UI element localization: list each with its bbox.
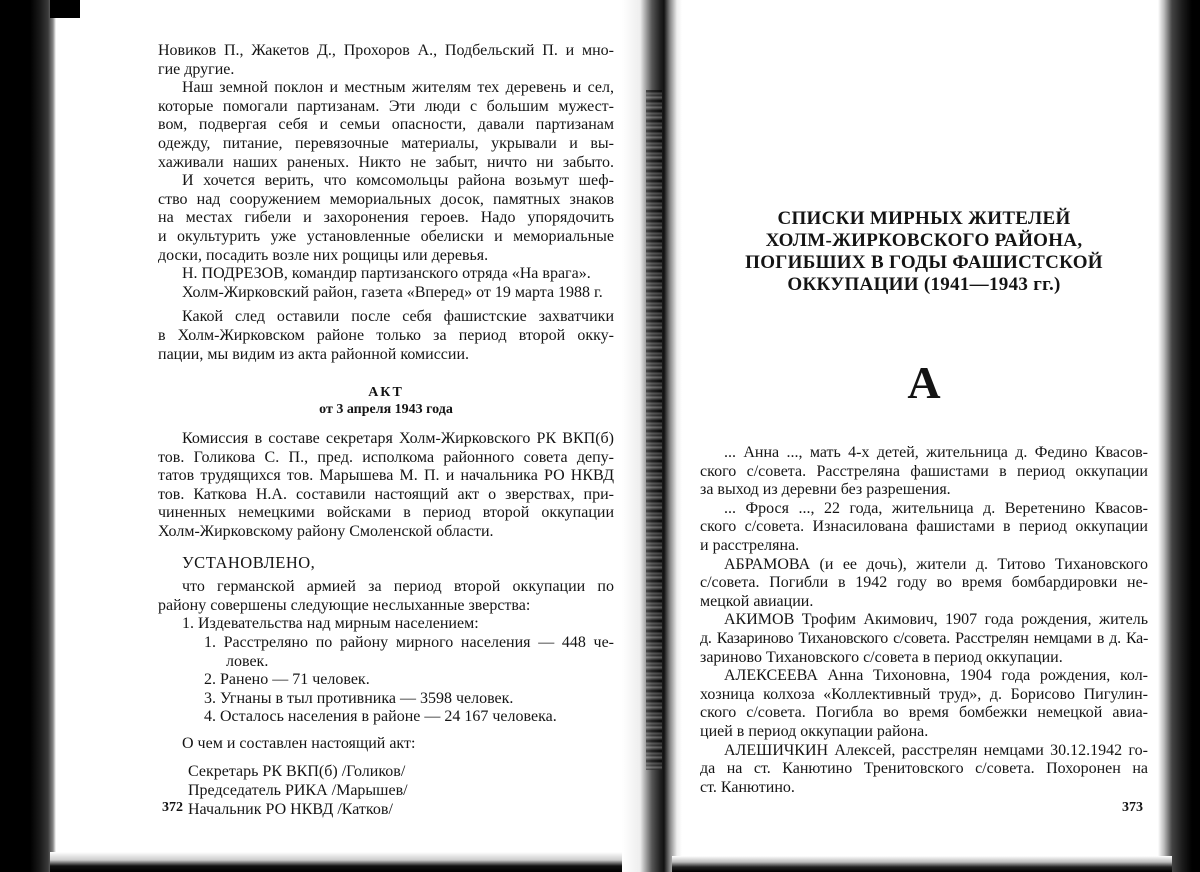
right-page — [700, 40, 1148, 797]
entry-line: д. Казариново Тихановского с/совета. Расстрелян немцами в д. Ка- — [700, 629, 1148, 647]
section-title: ПОГИБШИХ В ГОДЫ ФАШИСТСКОЙ — [745, 252, 1103, 273]
text-line: на местах гибели и захоронения героев. Надо упорядочить — [158, 209, 614, 227]
closing-line: О чем и составлен настоящий акт: — [182, 735, 416, 752]
text-line: И хочется верить, что комсомольцы района возьмут шеф- — [182, 172, 614, 190]
akt-heading: АКТ — [368, 385, 404, 401]
entry-line: мецкой авиации. — [700, 592, 814, 610]
text-line: Комиссия в составе секретаря Холм-Жирковского РК ВКП(б) — [182, 430, 614, 448]
text-line: Холм-Жирковскому району Смоленской области. — [158, 523, 494, 541]
entry-line: ... Анна ..., мать 4-х детей, жительница д. Федино Квасов- — [724, 444, 1148, 461]
entry-line: зариново Тихановского с/совета в период оккупации. — [700, 648, 1063, 666]
signature-line: Начальник РО НКВД /Катков/ — [188, 800, 393, 818]
entry-line: ст. Канютино. — [700, 778, 795, 796]
author-signature: Н. ПОДРЕЗОВ, командир партизанского отряда «На врага». — [182, 265, 591, 283]
entry-line: ского с/совета. Изнасилована фашистами в период оккупации — [700, 518, 1148, 536]
source-citation: Холм-Жирковский район, газета «Вперед» от 19 марта 1988 г. — [182, 283, 603, 301]
list-subitem: 2. Ранено — 71 человек. — [204, 671, 370, 689]
entry-line: ского с/совета. Расстреляна фашистами в период оккупации — [700, 462, 1148, 480]
text-line: хаживали наших раненых. Никто не забыт, ничто ни забыто. — [158, 153, 614, 171]
text-line: Какой след оставили после себя фашистские захватчики — [182, 308, 614, 326]
scan-edge-bottom-left — [50, 852, 660, 872]
entry-line: АЛЕКСЕЕВА Анна Тихоновна, 1904 года рождения, кол- — [724, 667, 1148, 685]
entry-line: да на ст. Канютино Тренитовского с/совета. Похоронен на — [700, 760, 1148, 778]
text-line: которые помогали партизанам. Эти люди с большим мужест- — [158, 97, 614, 115]
left-page — [158, 42, 614, 819]
section-title: ОККУПАЦИИ (1941—1943 гг.) — [787, 274, 1061, 295]
page-number-right: 373 — [1122, 800, 1143, 815]
entry-line: хозница колхоза «Коллективный труд», д. Борисово Пигулин- — [700, 685, 1148, 703]
text-line: что германской армией за период второй оккупации по — [182, 578, 614, 596]
entry-line: с/совета. Погибли в 1942 году во время бомбардировки не- — [700, 574, 1148, 592]
akt-date: от 3 апреля 1943 года — [319, 402, 453, 418]
alphabet-letter: А — [907, 357, 941, 408]
text-line: вом, подвергая себя и семьи опасности, давали партизанам — [158, 116, 614, 134]
text-line: тов. Каткова Н.А. составили настоящий акт о зверствах, при- — [158, 485, 614, 503]
text-line: доски, посадить возле них рощицы или деревья. — [158, 246, 489, 264]
text-line: тов. Голикова С. П., пред. исполкома районного совета депу- — [158, 448, 614, 466]
signature-line: Председатель РИКА /Марышев/ — [188, 781, 408, 799]
scan-edge-left-top — [50, 0, 80, 18]
text-line: Новиков П., Жакетов Д., Прохоров А., Подбельский П. и мно- — [158, 42, 614, 59]
text-line: Наш земной поклон и местным жителям тех деревень и сел, — [182, 79, 614, 97]
list-subitem: 4. Осталось населения в районе — 24 167 человека. — [204, 708, 557, 726]
text-line: в Холм-Жирковском районе только за период второй окку- — [158, 326, 614, 344]
text-line: гие другие. — [158, 60, 235, 78]
text-line: пации, мы видим из акта районной комиссии. — [158, 345, 470, 363]
entry-line: ... Фрося ..., 22 года, жительница д. Веретенино Квасов- — [724, 499, 1148, 517]
entry-line: АКИМОВ Трофим Акимович, 1907 года рождения, житель — [724, 611, 1148, 629]
text-line: и окультурить уже установленные обелиски и мемориальные — [158, 227, 614, 245]
entry-line: АЛЕШИЧКИН Алексей, расстрелян немцами 30.12.1942 го- — [724, 741, 1148, 759]
text-line: району совершены следующие неслыханные зверства: — [158, 596, 531, 614]
signature-line: Секретарь РК ВКП(б) /Голиков/ — [188, 762, 406, 780]
entry-line: ского с/совета. Погибла во время бомбежки немецкой авиа- — [700, 704, 1148, 722]
text-line: ство над сооружением мемориальных досок, памятных знаков — [158, 190, 614, 208]
list-item: 1. Издевательства над мирным населением: — [182, 615, 479, 633]
section-title: ХОЛМ-ЖИРКОВСКОГО РАЙОНА, — [765, 230, 1083, 251]
list-subitem-cont: ловек. — [226, 652, 269, 670]
text-line: одежду, питание, перевязочные материалы, укрывали и вы- — [158, 134, 614, 152]
text-line: татов трудящихся тов. Марышева М. П. и начальника РО НКВД — [158, 467, 614, 485]
scan-edge-bottom-right — [672, 856, 1172, 872]
entry-line: АБРАМОВА (и ее дочь), жители д. Титово Тихановского — [724, 555, 1148, 573]
entry-line: за выход из деревни без разрешения. — [700, 481, 951, 499]
text-line: чиненных немецкими войсками в период второй оккупации — [158, 504, 614, 522]
page-number-left: 372 — [162, 800, 183, 815]
ustanovleno-heading: УСТАНОВЛЕНО, — [182, 552, 316, 572]
list-subitem: 1. Расстреляно по району мирного населения — 448 че- — [204, 634, 614, 652]
list-subitem: 3. Угнаны в тыл противника — 3598 человек. — [204, 689, 514, 707]
section-title: СПИСКИ МИРНЫХ ЖИТЕЛЕЙ — [777, 208, 1071, 229]
scan-edge-right — [1158, 0, 1200, 872]
scan-edge-left — [0, 0, 56, 872]
entry-line: и расстреляна. — [700, 536, 800, 554]
entry-line: цией в период оккупации района. — [700, 722, 929, 740]
gutter-shadow — [646, 90, 662, 770]
